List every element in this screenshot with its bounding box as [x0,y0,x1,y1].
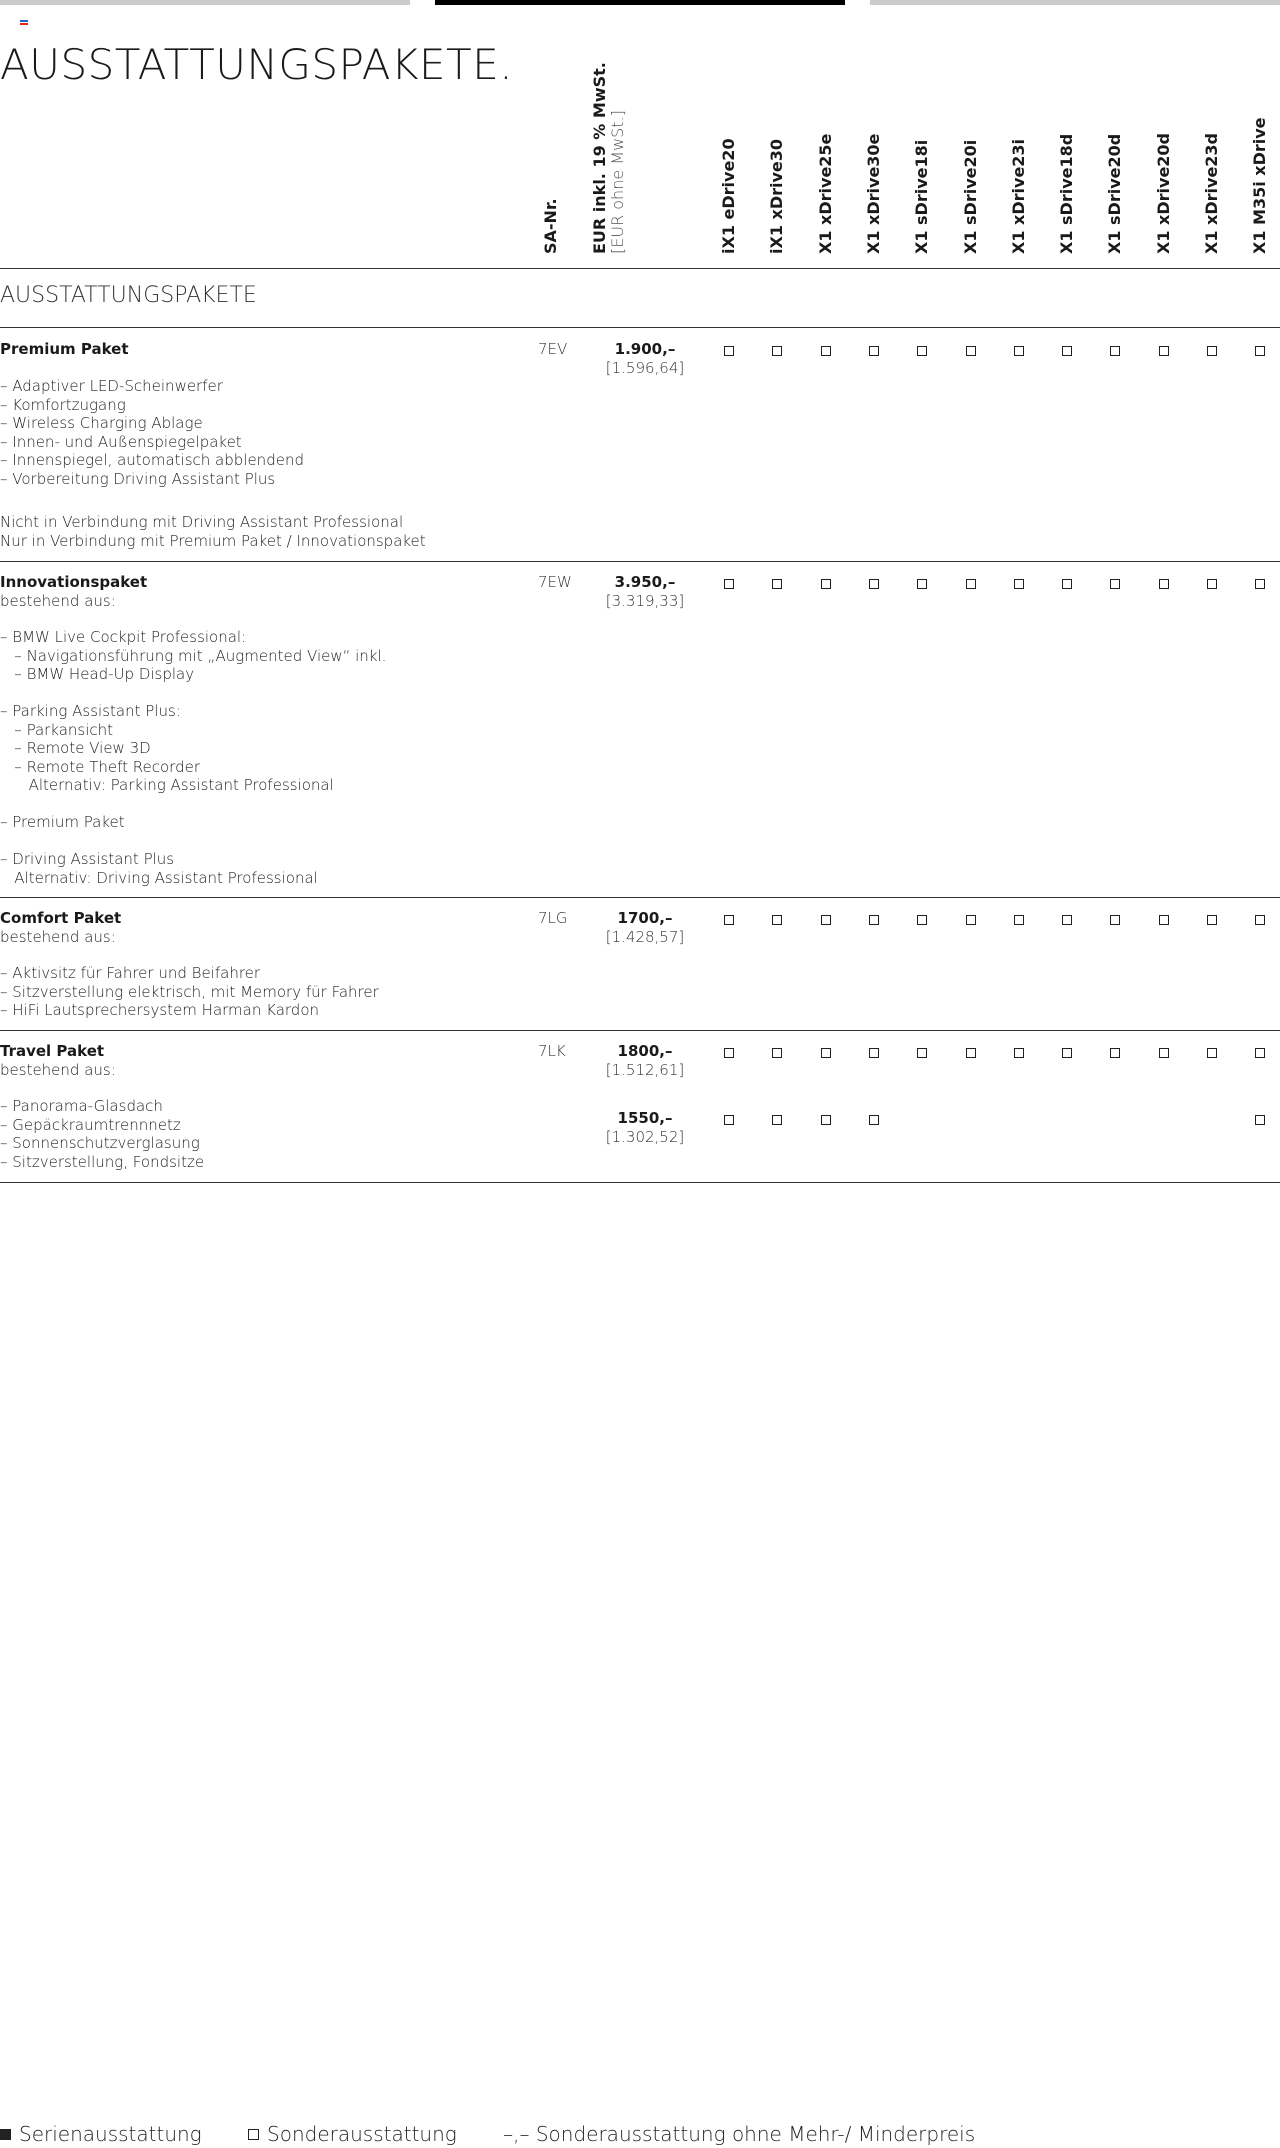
divider [0,1030,1280,1031]
optional-equipment-icon [1255,915,1265,925]
optional-equipment-icon [724,1048,734,1058]
optional-equipment-icon [772,346,782,356]
optional-equipment-icon [724,1115,734,1125]
optional-equipment-icon [1062,915,1072,925]
optional-equipment-icon [772,915,782,925]
price-gross: 3.950,– [614,573,676,591]
price-gross: 1.900,– [614,340,676,358]
package-items: – Aktivsitz für Fahrer und Beifahrer – Sitzverstellung elektrisch, mit Memory für Fahrer – HiFi Lautsprechersystem Harman Kardon [0,964,379,1019]
price [590,909,700,946]
package-name: Comfort Paket [0,909,122,927]
package-subtitle: bestehend aus: [0,1061,116,1079]
optional-equipment-icon [821,579,831,589]
price-net: [1.596,64] [605,358,685,377]
col-header-model: X1 xDrive23i [1008,138,1028,254]
package-note: Nicht in Verbindung mit Driving Assistant Professional Nur in Verbindung mit Premium Paket / Innovationspaket [0,513,426,550]
optional-equipment-icon [917,346,927,356]
optional-equipment-icon [1062,579,1072,589]
filled-square-icon [0,2129,11,2140]
optional-equipment-icon [1062,1048,1072,1058]
optional-equipment-icon [1014,915,1024,925]
col-header-model: X1 xDrive25e [815,133,835,254]
sa-number: 7EV [538,340,568,358]
legend-no-price-label: –,– Sonderausstattung ohne Mehr-/ Minderpreis [503,2122,976,2146]
flag-icon [20,20,28,28]
sa-number: 7EW [538,573,572,591]
col-header-model: X1 sDrive18d [1057,133,1077,254]
legend-no-price [503,2122,975,2146]
optional-equipment-icon [1014,1048,1024,1058]
divider [0,327,1280,328]
optional-equipment-icon [821,346,831,356]
optional-equipment-icon [1159,1048,1169,1058]
optional-equipment-icon [869,1048,879,1058]
package-items: – Adaptiver LED-Scheinwerfer – Komfortzugang – Wireless Charging Ablage – Innen- und Außenspiegelpaket – Innenspiegel, automatisch abblendend – Vorbereitung Driving Assistant Plus [0,377,304,488]
optional-equipment-icon [821,1048,831,1058]
price-net: [1.428,57] [605,927,685,946]
optional-equipment-icon [966,579,976,589]
optional-equipment-icon [1159,915,1169,925]
page-indicator-2[interactable] [435,0,845,5]
optional-equipment-icon [1207,1048,1217,1058]
optional-equipment-icon [772,579,782,589]
empty-square-icon [248,2129,259,2140]
col-header-model: X1 sDrive20i [960,139,980,254]
optional-equipment-icon [869,915,879,925]
section-title: AUSSTATTUNGSPAKETE [0,283,257,308]
optional-equipment-icon [772,1115,782,1125]
optional-equipment-icon [1110,579,1120,589]
package-items: – BMW Live Cockpit Professional: – Navigationsführung mit „Augmented View“ inkl. – BMW Head-Up Display – Parking Assistant Plus: – Parkansicht – Remote View 3D – Remote Theft Recorder Alternativ: Parking Assistant Professional – Premium Paket – Driving Assistant Plus Alternativ: Driving Assistant Professional [0,628,387,887]
optional-equipment-icon [724,579,734,589]
price-alt [590,1109,700,1146]
page-indicator-1[interactable] [0,0,410,5]
page-indicator-3[interactable] [870,0,1280,5]
col-header-model: iX1 eDrive20 [719,138,738,254]
legend-standard-label: Serienausstattung [19,2122,202,2146]
optional-equipment-icon [1110,346,1120,356]
optional-equipment-icon [1062,346,1072,356]
optional-equipment-icon [821,1115,831,1125]
divider [0,1182,1280,1183]
price-header-line1: EUR inkl. [590,173,609,254]
optional-equipment-icon [966,346,976,356]
price-gross: 1800,– [617,1042,673,1060]
price-net: [1.302,52] [605,1127,685,1146]
optional-equipment-icon [1110,915,1120,925]
divider [0,897,1280,898]
package-subtitle: bestehend aus: [0,592,116,610]
optional-equipment-icon [1014,579,1024,589]
price-gross: 1700,– [617,909,673,927]
optional-equipment-icon [724,346,734,356]
price [590,340,700,377]
price [590,1042,700,1079]
optional-equipment-icon [1110,1048,1120,1058]
optional-equipment-icon [869,579,879,589]
optional-equipment-icon [1255,1115,1265,1125]
price-net: [3.319,33] [605,591,685,610]
col-header-model: X1 xDrive20d [1153,132,1173,254]
price-header-line2: 19 % MwSt. [590,62,609,168]
optional-equipment-icon [1159,579,1169,589]
col-header-model: X1 xDrive30e [863,133,883,254]
optional-equipment-icon [1207,915,1217,925]
price-gross: 1550,– [617,1109,673,1127]
package-name: Travel Paket [0,1042,105,1060]
sa-number: 7LG [538,909,568,927]
col-header-model: X1 xDrive23d [1202,132,1221,254]
package-name: Premium Paket [0,340,129,358]
optional-equipment-icon [724,915,734,925]
page-title: AUSSTATTUNGSPAKETE. [0,40,514,89]
optional-equipment-icon [1207,579,1217,589]
optional-equipment-icon [917,915,927,925]
optional-equipment-icon [966,915,976,925]
package-items: – Panorama-Glasdach – Gepäckraumtrennnetz – Sonnenschutzverglasung – Sitzverstellung, Fondsitze [0,1097,205,1171]
optional-equipment-icon [917,1048,927,1058]
optional-equipment-icon [869,1115,879,1125]
sa-number: 7LK [538,1042,566,1060]
optional-equipment-icon [1255,346,1265,356]
optional-equipment-icon [821,915,831,925]
optional-equipment-icon [1159,346,1169,356]
col-header-sa-nr: SA-Nr. [541,198,560,254]
optional-equipment-icon [772,1048,782,1058]
optional-equipment-icon [917,579,927,589]
optional-equipment-icon [1014,346,1024,356]
optional-equipment-icon [1207,346,1217,356]
optional-equipment-icon [1255,1048,1265,1058]
legend-optional-label: Sonderausstattung [267,2122,457,2146]
price-header-line3: [EUR ohne MwSt.] [608,110,627,254]
optional-equipment-icon [1255,579,1265,589]
col-header-price [591,62,627,254]
package-subtitle: bestehend aus: [0,928,116,946]
legend [0,2122,1015,2146]
col-header-model: iX1 xDrive30 [767,138,787,254]
col-header-model: X1 M35i xDrive [1250,117,1270,254]
divider [0,561,1280,562]
col-header-model: X1 sDrive18i [912,139,932,254]
package-name: Innovationspaket [0,573,148,591]
optional-equipment-icon [869,346,879,356]
legend-optional [248,2122,457,2146]
legend-standard [0,2122,202,2146]
price [590,573,700,610]
col-header-model: X1 sDrive20d [1105,133,1125,254]
price-net: [1.512,61] [605,1060,685,1079]
optional-equipment-icon [966,1048,976,1058]
